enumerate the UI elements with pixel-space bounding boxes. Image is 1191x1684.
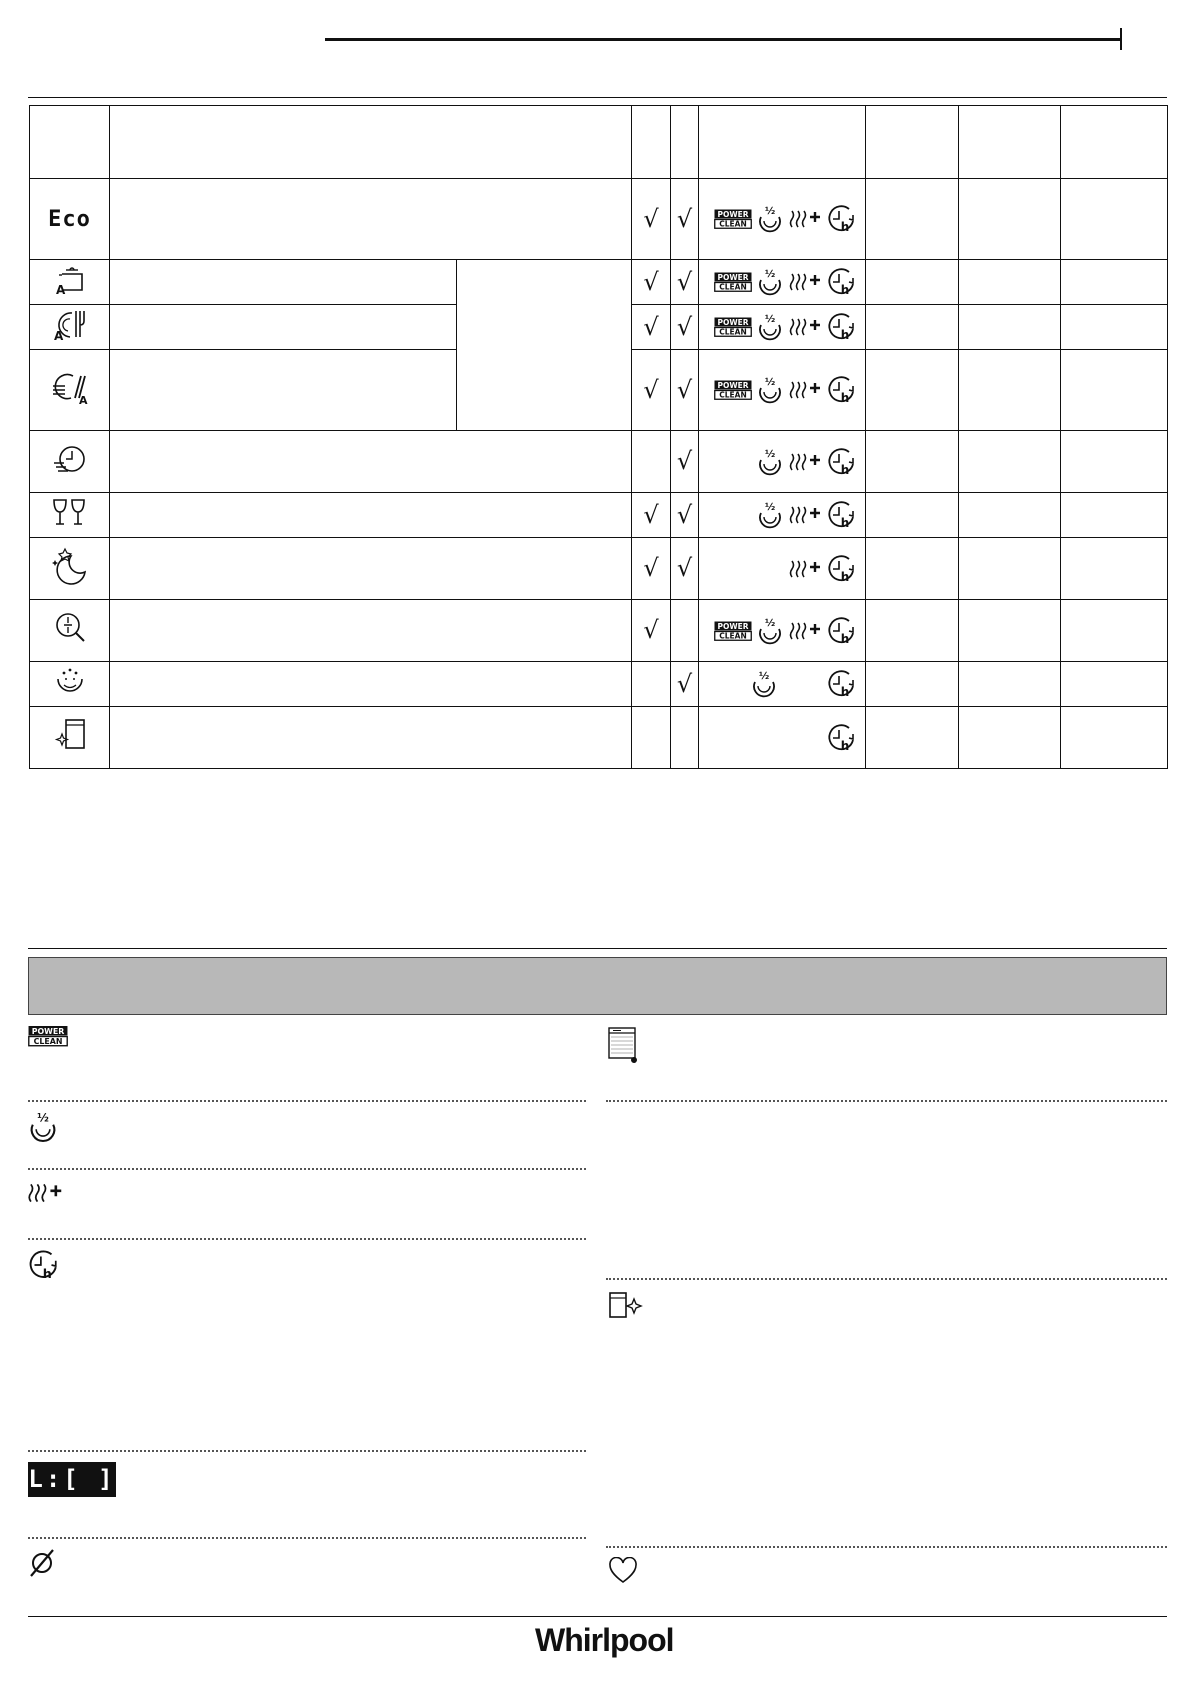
option-icons [699, 499, 865, 531]
half-load-icon [755, 375, 785, 405]
power-clean-icon [28, 1025, 68, 1047]
plate-fork-auto-icon [50, 307, 90, 343]
moon-stars-icon [49, 546, 91, 586]
delay-clock-icon [825, 499, 857, 531]
check-mark: √ [676, 204, 693, 233]
svg-text:A: A [53, 328, 63, 343]
table-row [30, 179, 1168, 260]
check-mark: √ [643, 312, 659, 341]
half-load-icon [749, 669, 779, 699]
half-load-icon [755, 267, 785, 297]
eco-label: Eco [48, 206, 91, 232]
separator [606, 1546, 1167, 1548]
option-icons [699, 311, 865, 343]
separator [606, 1278, 1167, 1280]
option-icons [699, 203, 865, 235]
check-mark: √ [676, 669, 693, 698]
delay-clock-icon [825, 615, 857, 647]
heat-plus-icon [26, 1180, 64, 1206]
divider-footer [28, 1616, 1167, 1617]
programme-table [29, 105, 1168, 769]
legend-header-bar [28, 957, 1167, 1015]
delay-clock-icon [825, 553, 857, 585]
power-clean-icon [714, 317, 752, 337]
option-icons [699, 668, 865, 700]
heat-plus-icon [788, 270, 822, 294]
option-icons [699, 374, 865, 406]
separator [28, 1168, 586, 1170]
self-clean-icon [608, 1290, 644, 1322]
brand-logo: Whirlpool [535, 1622, 674, 1658]
half-load-icon [755, 500, 785, 530]
separator [28, 1238, 586, 1240]
table-row [30, 493, 1168, 538]
check-mark: √ [676, 447, 693, 475]
check-mark: √ [676, 267, 693, 296]
option-icons [699, 553, 865, 585]
check-mark: √ [676, 375, 693, 404]
option-icons [699, 615, 865, 647]
delay-clock-icon [825, 266, 857, 298]
heat-plus-icon [788, 378, 822, 402]
check-mark: √ [643, 375, 659, 404]
separator [28, 1537, 586, 1539]
half-load-icon [755, 204, 785, 234]
option-icons [699, 446, 865, 478]
display-code-badge: L:[ ] [28, 1462, 116, 1497]
table-row [30, 600, 1168, 662]
delay-clock-icon [825, 311, 857, 343]
dishwasher-icon [606, 1025, 642, 1065]
heat-plus-icon [788, 619, 822, 643]
svg-text:A: A [78, 393, 88, 406]
heat-plus-icon [788, 450, 822, 474]
delay-clock-icon [825, 374, 857, 406]
magnifier-sensor-icon [50, 609, 90, 647]
table-row [30, 662, 1168, 707]
delay-clock-icon [26, 1248, 60, 1282]
power-clean-icon [714, 380, 752, 400]
half-load-icon [755, 447, 785, 477]
pot-auto-icon [50, 262, 90, 298]
check-mark: √ [676, 312, 693, 341]
plates-auto-icon [49, 370, 91, 406]
separator [606, 1100, 1167, 1102]
heart-icon [608, 1557, 638, 1585]
option-icons [699, 722, 865, 754]
heat-plus-icon [788, 503, 822, 527]
check-mark: √ [676, 500, 693, 529]
half-load-icon [26, 1110, 60, 1144]
self-clean-icon [50, 716, 90, 754]
check-mark: √ [643, 554, 659, 582]
header-rule [325, 38, 1122, 41]
check-mark: √ [643, 204, 659, 233]
delay-clock-icon [825, 722, 857, 754]
power-clean-icon [714, 209, 752, 229]
wine-glasses-icon [50, 496, 90, 530]
table-row [30, 707, 1168, 769]
check-mark: √ [643, 267, 659, 296]
table-header-row [30, 106, 1168, 179]
heat-plus-icon [788, 207, 822, 231]
divider-legend [28, 948, 1167, 949]
check-mark: √ [676, 554, 693, 582]
table-row [30, 538, 1168, 600]
check-mark: √ [643, 616, 659, 644]
separator [28, 1100, 586, 1102]
rinse-bubbles-icon [52, 665, 88, 699]
delay-clock-icon [825, 203, 857, 235]
half-load-icon [755, 312, 785, 342]
svg-text:A: A [55, 282, 65, 297]
header-rule-tick [1120, 28, 1122, 50]
divider-top [28, 97, 1167, 98]
table-row [30, 260, 1168, 305]
power-clean-icon [714, 621, 752, 641]
option-icons [699, 266, 865, 298]
heat-plus-icon [788, 315, 822, 339]
fast-clock-icon [50, 441, 90, 477]
check-mark: √ [643, 500, 659, 529]
no-symbol-icon [28, 1548, 56, 1578]
delay-clock-icon [825, 668, 857, 700]
power-clean-icon [714, 272, 752, 292]
separator [28, 1450, 586, 1452]
half-load-icon [755, 616, 785, 646]
table-row [30, 431, 1168, 493]
heat-plus-icon [788, 557, 822, 581]
delay-clock-icon [825, 446, 857, 478]
